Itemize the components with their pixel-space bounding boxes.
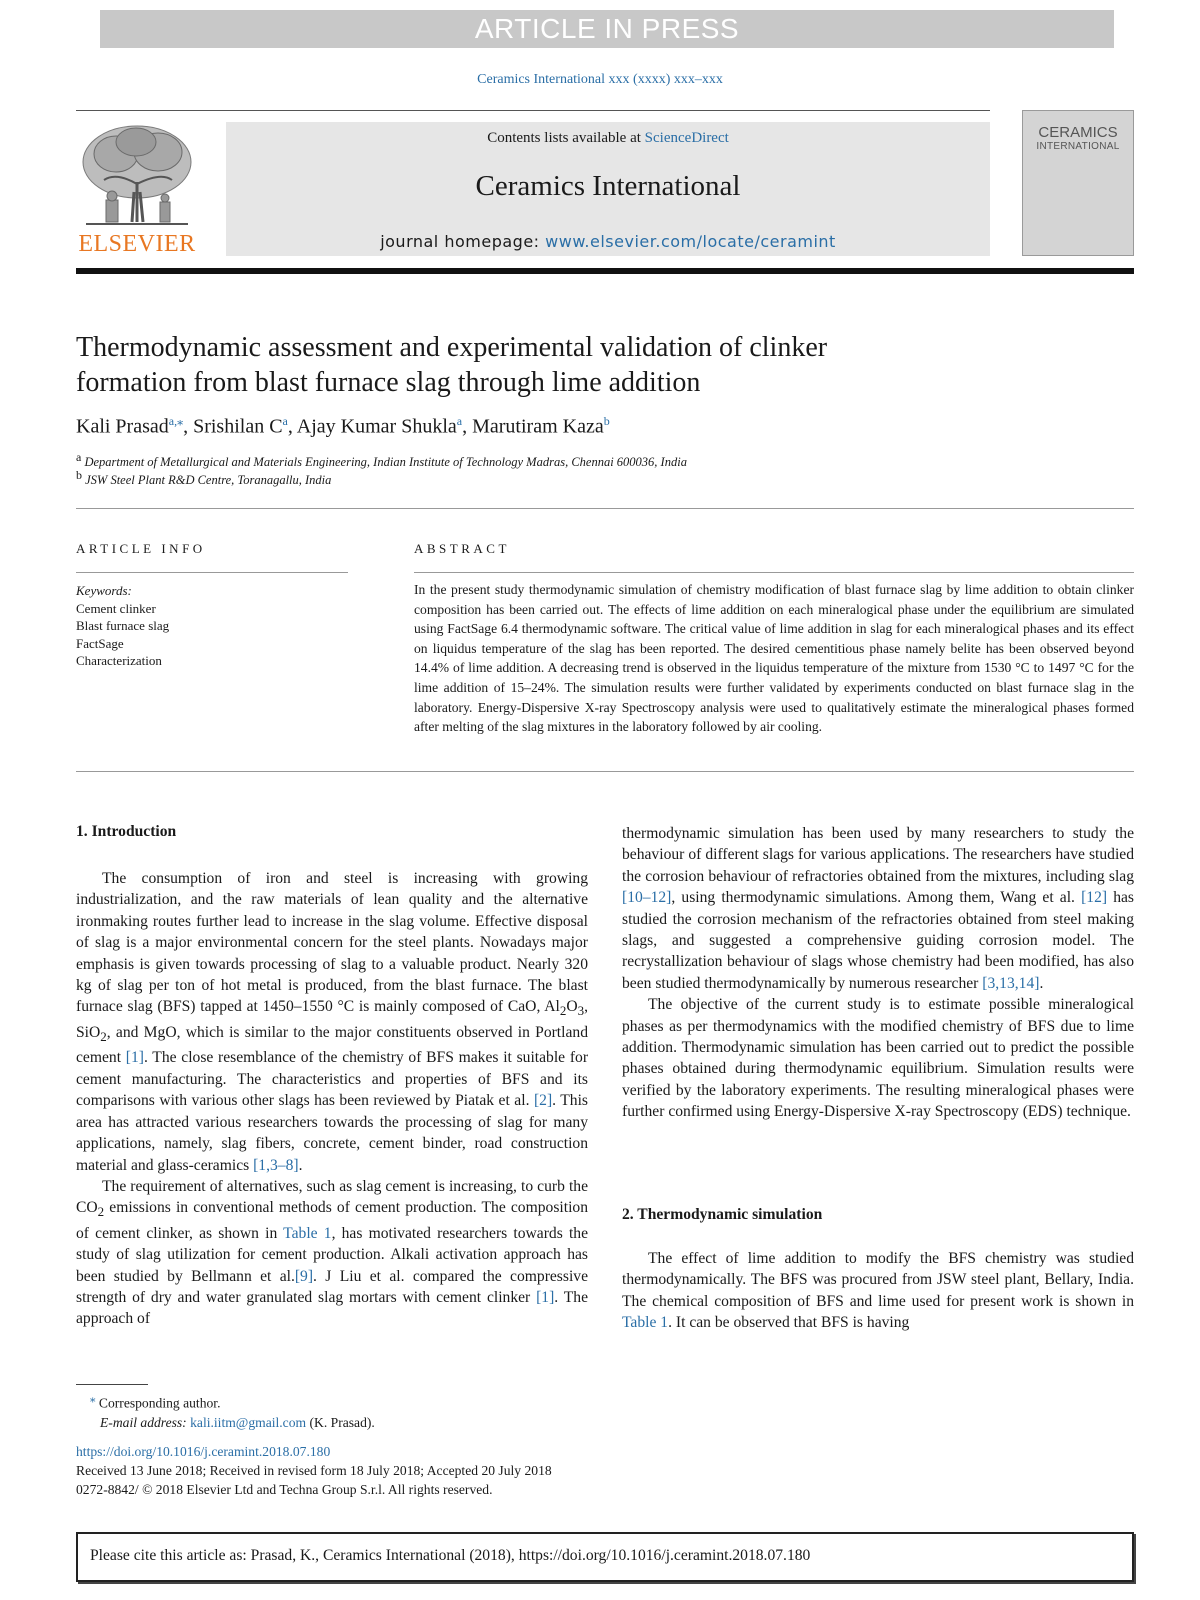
text-run: , has motivated researchers towards the study of slag utilization for cement production. Alkali activation approach has been studied by Bellmann et al. — [76, 1224, 589, 1285]
cover-subtitle: INTERNATIONAL — [1036, 141, 1120, 152]
author-affiliation-mark[interactable]: a — [282, 414, 288, 428]
affiliation-b — [76, 468, 331, 488]
citation-link[interactable]: [2] — [533, 1092, 553, 1110]
email-label: E-mail address: — [100, 1414, 191, 1430]
intro-paragraph-3: The objective of the current study is to estimate possible mineralogical phases as per thermodynamics with the modified chemistry of BFS due to lime addition. Thermodynamic simulation has been carried out to predict the possible phases obtained during thermodynamic equilibrium. Simulation results were verified by the laboratory experiments. The resulting mineralogical phases were further confirmed using Energy-Dispersive X-ray Spectroscopy (EDS) technique. — [622, 996, 1134, 1121]
table-link[interactable]: Table 1 — [622, 1314, 669, 1332]
table-link[interactable]: Table 1 — [283, 1224, 332, 1242]
sciencedirect-link[interactable]: ScienceDirect — [644, 130, 729, 146]
affiliation-mark: a — [76, 450, 82, 464]
corresponding-text: Corresponding author. — [95, 1395, 221, 1411]
keyword-item: Cement clinker — [76, 600, 156, 616]
affiliation-text: JSW Steel Plant R&D Centre, Toranagallu, India — [85, 473, 332, 488]
subscript: 2 — [100, 1029, 107, 1045]
text-run: . The close resemblance of the chemistry of BFS makes it suitable for cement manufacturing. The characteristics and properties of BFS and its comparisons with various other slags has been reviewed by Piatak et al. — [76, 1049, 589, 1110]
citation-link[interactable]: [12] — [1081, 889, 1108, 907]
author-separator: , — [462, 415, 473, 438]
text-run: The requirement of alternatives, such as slag cement is increasing, to curb the CO — [76, 1177, 588, 1217]
author-name: Kali Prasad — [76, 415, 169, 438]
text-run: , SiO — [76, 998, 588, 1041]
author-separator: , — [287, 415, 297, 438]
journal-cover-thumbnail[interactable] — [1022, 110, 1134, 256]
intro-paragraph-2-continued — [622, 823, 1134, 994]
subscript: 2 — [559, 1003, 567, 1019]
cover-title: CERAMICS — [1038, 124, 1118, 141]
text-run: has studied the corrosion mechanism of the refractories obtained from steel making slags, and suggested a comprehensive guiding corrosion model. The recrystallization behaviour of slags whose chemistry had been modified, has also been studied thermodynamically by numerous researcher — [622, 889, 1135, 992]
footnote-rule — [76, 1384, 148, 1385]
text-run: , and MgO, which is similar to the major constituents observed in Portland cement — [76, 1023, 588, 1067]
right-column-bottom — [622, 1248, 1134, 1334]
text-run: . The approach of — [76, 1289, 588, 1328]
text-run: . — [1039, 974, 1044, 992]
publication-info — [76, 1442, 552, 1499]
email-line — [76, 1413, 375, 1432]
journal-homepage — [226, 232, 990, 251]
author-affiliation-mark[interactable]: b — [603, 414, 610, 428]
author-name: Srishilan C — [193, 415, 283, 438]
footnote-mark: ⁎ — [90, 1393, 96, 1405]
email-suffix: (K. Prasad). — [306, 1414, 375, 1430]
abstract-rule — [414, 572, 1134, 573]
journal-reference-link[interactable]: Ceramics International xxx (xxxx) xxx–xxx — [477, 72, 723, 87]
author-affiliation-mark[interactable]: a,⁎ — [168, 414, 184, 428]
abstract-divider — [76, 771, 1134, 772]
masthead-rule — [76, 268, 1134, 274]
section-1-heading: 1. Introduction — [76, 823, 177, 840]
affiliation-mark: b — [76, 468, 82, 482]
received-history: Received 13 June 2018; Received in revised form 18 July 2018; Accepted 20 July 2018 — [76, 1463, 552, 1478]
abstract-heading: ABSTRACT — [414, 541, 510, 556]
author-name: Ajay Kumar Shukla — [296, 415, 457, 438]
citation-link[interactable]: [1] — [536, 1289, 555, 1307]
author-name: Marutiram Kaza — [472, 415, 604, 438]
keyword-item: Blast furnace slag — [76, 618, 170, 633]
affiliation-text: Department of Metallurgical and Materials Engineering, Indian Institute of Technology Madras, Chennai 600036, India — [84, 455, 687, 470]
header-divider — [76, 110, 990, 111]
text-run: emissions in conventional methods of cement production. The composition of cement clinker, as shown in — [76, 1199, 588, 1242]
keywords-list — [76, 582, 169, 670]
journal-name: Ceramics International — [475, 170, 741, 202]
author-list — [76, 414, 610, 439]
text-run: , using thermodynamic simulations. Among them, Wang et al. — [671, 889, 1082, 907]
subscript: 3 — [577, 1003, 585, 1019]
citation-link[interactable]: [10–12] — [622, 889, 672, 907]
intro-paragraph-2 — [76, 1176, 588, 1330]
article-in-press-banner: ARTICLE IN PRESS — [100, 10, 1114, 48]
doi-link[interactable]: https://doi.org/10.1016/j.ceramint.2018.07.180 — [76, 1444, 331, 1459]
text-run: thermodynamic simulation has been used by many researchers to study the behaviour of different slags for various applications. The researchers have studied the corrosion behaviour of refractories obtained from the mixtures, including slag — [622, 825, 1134, 885]
subscript: 2 — [97, 1204, 105, 1220]
title-line-2: formation from blast furnace slag through lime addition — [76, 367, 701, 398]
elsevier-logo — [76, 122, 198, 258]
contents-availability — [226, 130, 990, 147]
text-run: The consumption of iron and steel is increasing with growing industrialization, and the raw materials of lean quality and the alternative ironmaking routes further lead to increase in the slag volume. Effective disposal of slag is a major environmental concern for the steel plants. Nowadays major emphasis is given towards processing of slag to a valuable product. Nearly 320 kg of slag per ton of hot metal is produced, from the blast furnace. The blast furnace slag (BFS) tapped at 1450–1550 °C is mainly composed of CaO, Al — [76, 870, 588, 1016]
text-run: . It can be observed that BFS is having — [668, 1314, 910, 1332]
elsevier-wordmark: ELSEVIER — [78, 231, 196, 257]
text-run: . J Liu et al. compared the compressive strength of dry and water granulated slag mortars with cement clinker — [76, 1267, 588, 1307]
left-column — [76, 868, 588, 1330]
text-run: . This area has attracted various researchers towards the processing of slag for many applications, namely, slag fibers, concrete, cement binder, road construction material and glass-ceramics — [76, 1092, 588, 1174]
right-column-top — [622, 823, 1134, 1123]
keyword-item: Characterization — [76, 653, 162, 668]
author-affiliation-mark[interactable]: a — [456, 414, 463, 428]
keyword-item: FactSage — [76, 635, 124, 651]
affiliation-divider — [76, 508, 1134, 509]
simulation-paragraph-1 — [622, 1248, 1134, 1334]
copyright-notice: 0272-8842/ © 2018 Elsevier Ltd and Techna Group S.r.l. All rights reserved. — [76, 1482, 493, 1497]
title-line-1: Thermodynamic assessment and experimental validation of clinker — [76, 332, 828, 363]
abstract-body: In the present study thermodynamic simulation of chemistry modification of blast furnace slag by lime addition to obtain clinker composition has been carried out. The effects of lime addition on each mineralogical phase under the equilibrium are simulated using FactSage 6.4 thermodynamic software. The critical value of lime addition in slag for each mineralogical phases and its effect on liquidus temperature of the slag has been reported. The desired cementitious phase namely belite has been observed beyond 14.4% of lime addition. A decreasing trend is observed in the liquidus temperature of the mixture from 1530 °C to 1497 °C for the lime addition of 15–24%. The simulation results were further validated by experiments conducted on blast furnace slag in the laboratory. Energy-Dispersive X-ray Spectroscopy analysis were used to qualitatively estimate the mineralogical phases formed after melting of the slag mixtures in the laboratory followed by air cooling. — [414, 582, 1134, 735]
citation-link[interactable]: [3,13,14] — [982, 974, 1040, 992]
corresponding-line — [76, 1390, 375, 1413]
citation-link[interactable]: [9] — [294, 1267, 314, 1285]
text-run: . — [298, 1156, 303, 1174]
journal-masthead — [226, 122, 990, 256]
keywords-label: Keywords: — [76, 583, 132, 598]
citation-box: Please cite this article as: Prasad, K., Ceramics International (2018), https://doi.org/10.1016/j.ceramint.2018.07.180 — [76, 1532, 1134, 1582]
article-info-heading: ARTICLE INFO — [76, 541, 206, 556]
article-title — [76, 330, 976, 400]
citation-link[interactable]: [1] — [125, 1049, 144, 1067]
corresponding-author-footnote — [76, 1390, 375, 1432]
homepage-prefix: journal homepage: — [380, 232, 546, 251]
contents-prefix: Contents lists available at — [487, 130, 645, 146]
section-2-heading: 2. Thermodynamic simulation — [622, 1206, 823, 1223]
citation-link[interactable]: [1,3–8] — [253, 1156, 299, 1174]
article-info-rule — [76, 572, 348, 573]
intro-paragraph-1 — [76, 868, 588, 1176]
homepage-link[interactable]: www.elsevier.com/locate/ceramint — [545, 232, 836, 251]
elsevier-tree-icon — [76, 122, 198, 228]
email-link[interactable]: kali.iitm@gmail.com — [190, 1414, 307, 1430]
text-run: The effect of lime addition to modify the BFS chemistry was studied thermodynamically. The BFS was procured from JSW steel plant, Bellary, India. The chemical composition of BFS and lime used for present work is shown in — [622, 1250, 1134, 1310]
text-run: O — [566, 998, 578, 1016]
author-separator: , — [183, 415, 194, 438]
